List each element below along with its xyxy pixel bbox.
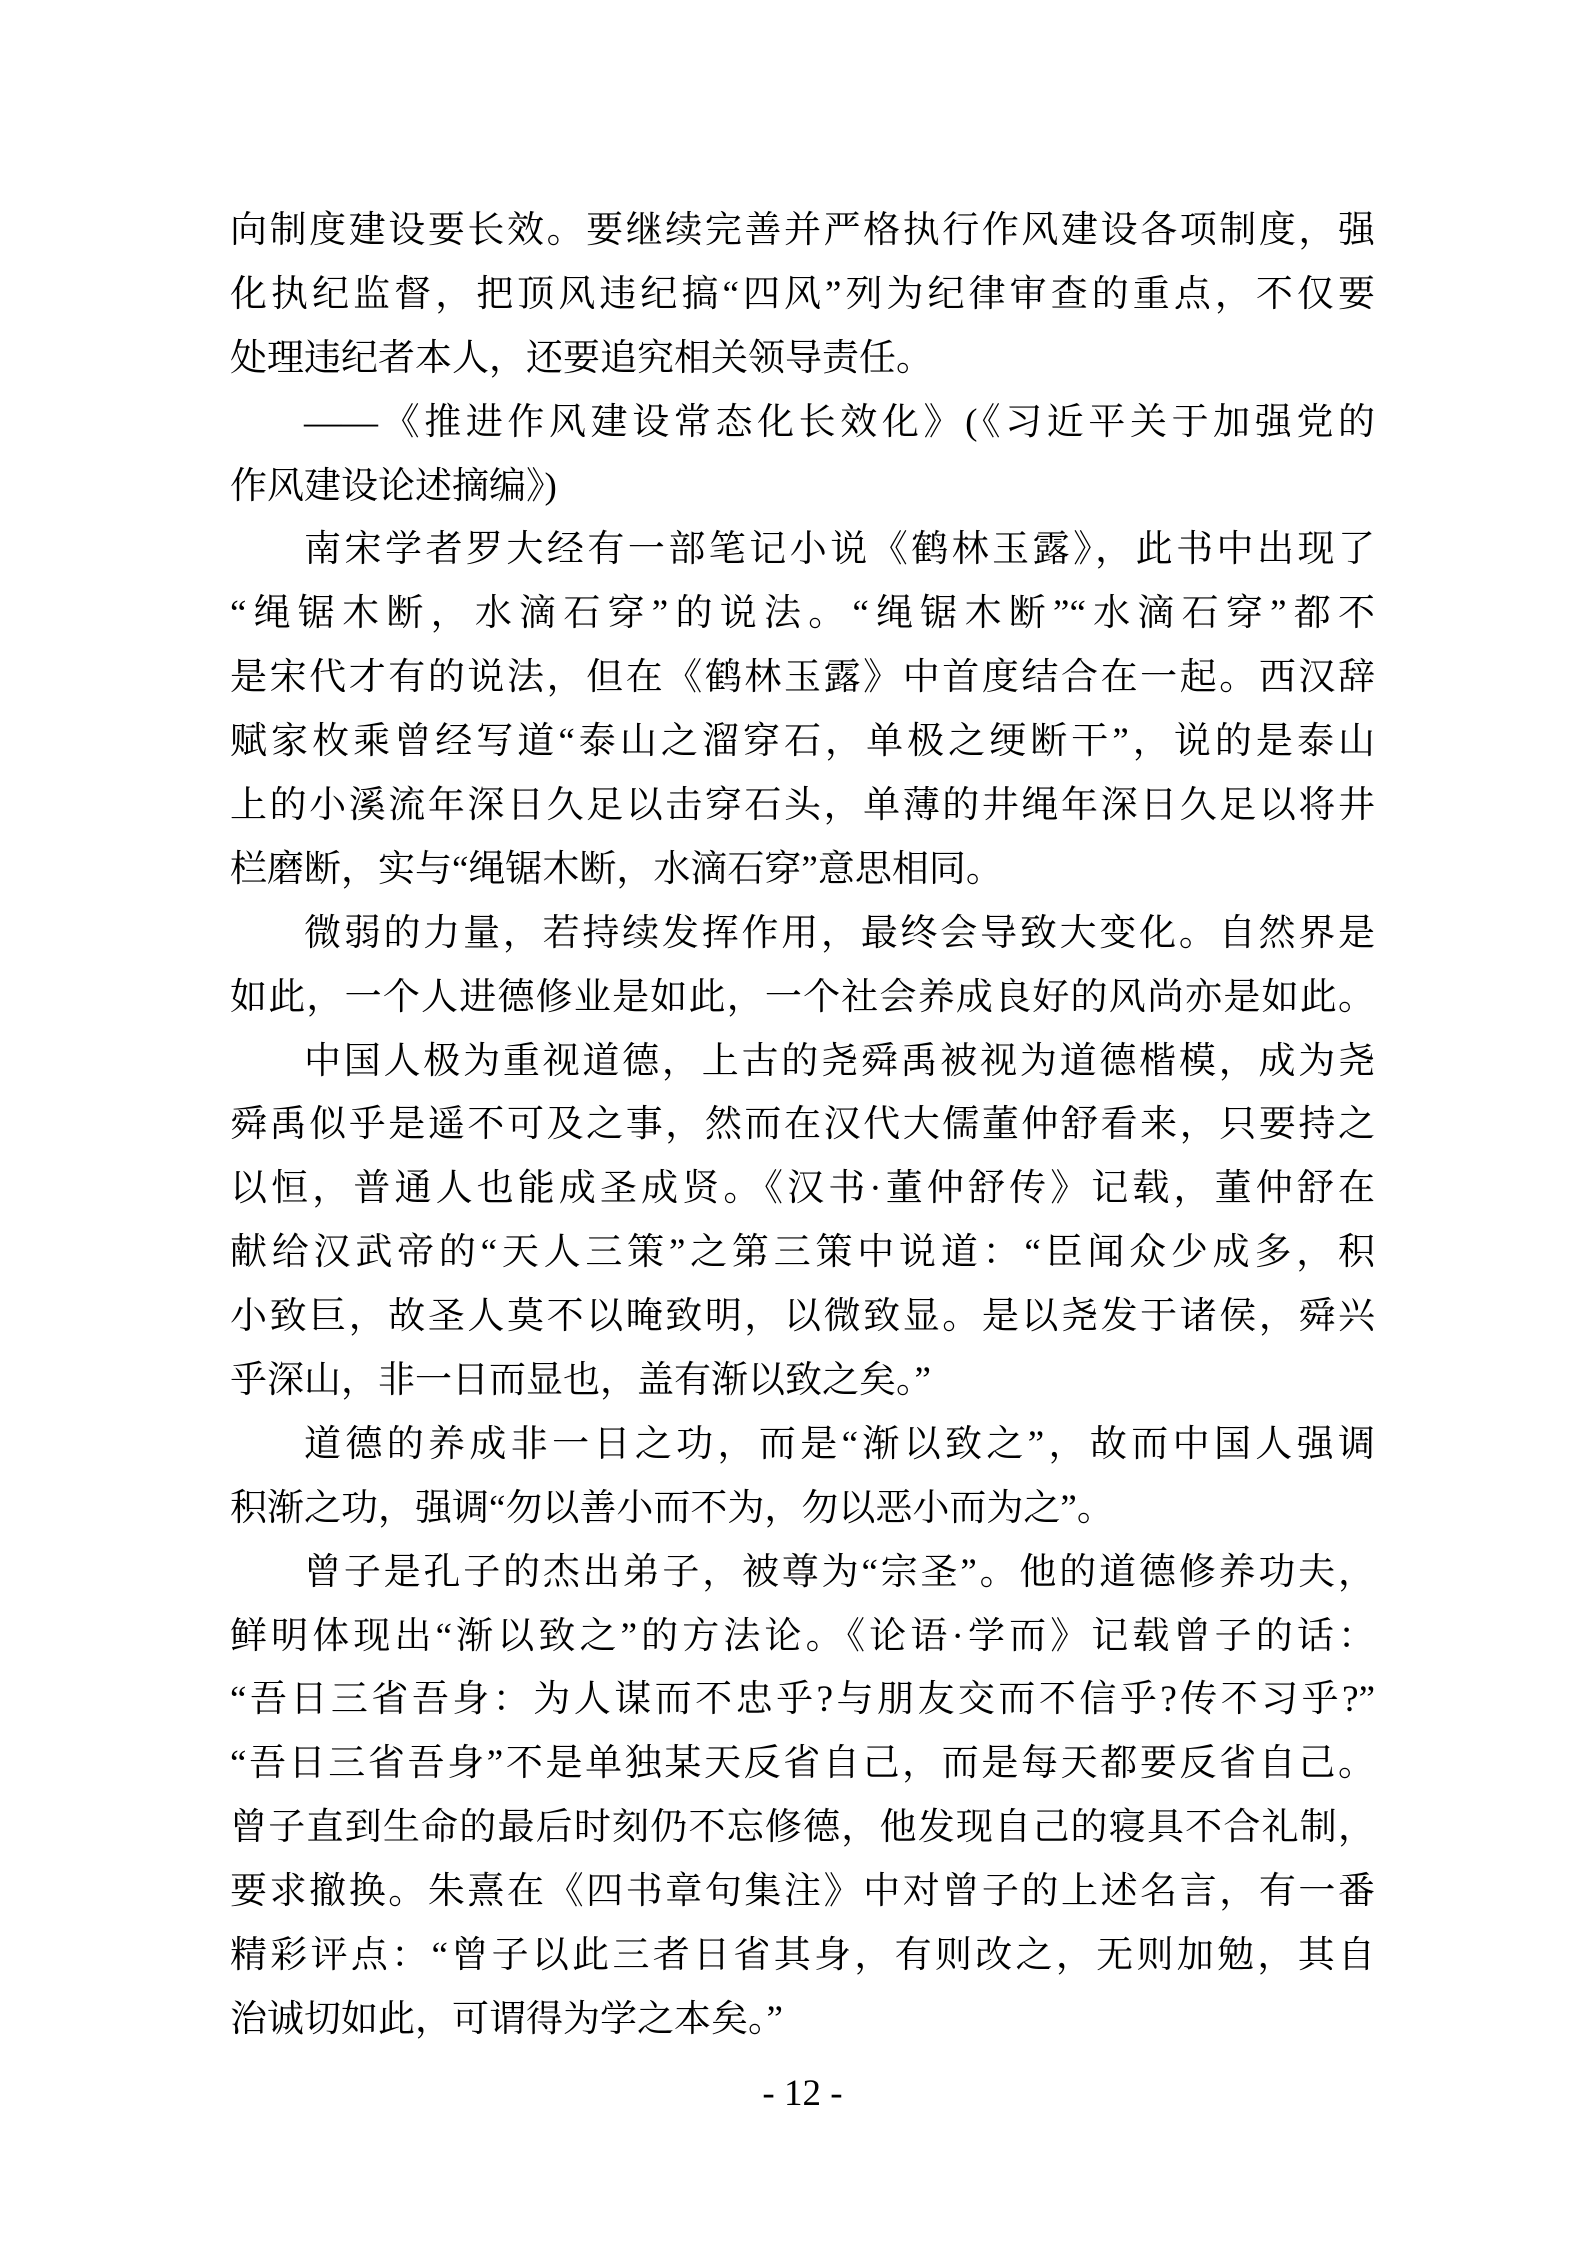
- text-line: 赋家枚乘曾经写道“泰山之溜穿石，单极之绠断干”，说的是泰山: [230, 721, 1375, 763]
- text-line: “吾日三省吾身”不是单独某天反省自己，而是每天都要反省自己。: [230, 1743, 1375, 1785]
- text-line: 乎深山，非一日而显也，盖有渐以致之矣。”: [230, 1360, 931, 1402]
- text-line: 微弱的力量，若持续发挥作用，最终会导致大变化。自然界是: [304, 912, 1375, 954]
- text-line: 治诚切如此，可谓得为学之本矣。”: [230, 1998, 783, 2040]
- text-line: 以恒，普通人也能成圣成贤。《汉书·董仲舒传》记载，董仲舒在: [230, 1168, 1375, 1210]
- text-line: 是宋代才有的说法，但在《鹤林玉露》中首度结合在一起。西汉辞: [230, 657, 1375, 699]
- text-line: 作风建设论述摘编》): [230, 465, 557, 507]
- text-line: 处理违纪者本人，还要追究相关领导责任。: [230, 337, 933, 379]
- text-line: 中国人极为重视道德，上古的尧舜禹被视为道德楷模，成为尧: [304, 1040, 1375, 1082]
- text-line: 化执纪监督，把顶风违纪搞“四风”列为纪律审查的重点，不仅要: [230, 273, 1375, 315]
- text-line: 道德的养成非一日之功，而是“渐以致之”，故而中国人强调: [304, 1423, 1375, 1465]
- text-line: 鲜明体现出“渐以致之”的方法论。《论语·学而》记载曾子的话：: [230, 1615, 1375, 1657]
- text-line: 小致巨，故圣人莫不以晻致明，以微致显。是以尧发于诸侯，舜兴: [230, 1296, 1375, 1338]
- text-line: 积渐之功，强调“勿以善小而不为，勿以恶小而为之”。: [230, 1487, 1114, 1529]
- text-line: 栏磨断，实与“绳锯木断，水滴石穿”意思相同。: [230, 848, 1003, 890]
- text-line: 上的小溪流年深日久足以击穿石头，单薄的井绳年深日久足以将井: [230, 785, 1375, 827]
- text-line: “吾日三省吾身：为人谋而不忠乎?与朋友交而不信乎?传不习乎?”: [230, 1679, 1375, 1721]
- page-number: - 12 -: [762, 2073, 843, 2114]
- text-line: 曾子直到生命的最后时刻仍不忘修德，他发现自己的寝具不合礼制，: [230, 1807, 1375, 1849]
- text-line: 向制度建设要长效。要继续完善并严格执行作风建设各项制度，强: [230, 210, 1375, 251]
- text-line: 献给汉武帝的“天人三策”之第三策中说道：“臣闻众少成多，积: [230, 1232, 1375, 1274]
- text-line: 南宋学者罗大经有一部笔记小说《鹤林玉露》，此书中出现了: [304, 529, 1375, 571]
- text-line: ——《推进作风建设常态化长效化》(《习近平关于加强党的: [304, 401, 1375, 443]
- document-body: [230, 199, 1375, 2052]
- text-line: 舜禹似乎是遥不可及之事，然而在汉代大儒董仲舒看来，只要持之: [230, 1104, 1375, 1146]
- text-line: 要求撤换。朱熹在《四书章句集注》中对曾子的上述名言，有一番: [230, 1871, 1375, 1913]
- text-line: “绳锯木断，水滴石穿”的说法。“绳锯木断”“水滴石穿”都不: [230, 593, 1375, 635]
- text-line: 如此，一个人进德修业是如此，一个社会养成良好的风尚亦是如此。: [230, 976, 1375, 1018]
- text-line: 精彩评点：“曾子以此三者日省其身，有则改之，无则加勉，其自: [230, 1935, 1375, 1977]
- text-line: 曾子是孔子的杰出弟子，被尊为“宗圣”。他的道德修养功夫，: [304, 1551, 1375, 1593]
